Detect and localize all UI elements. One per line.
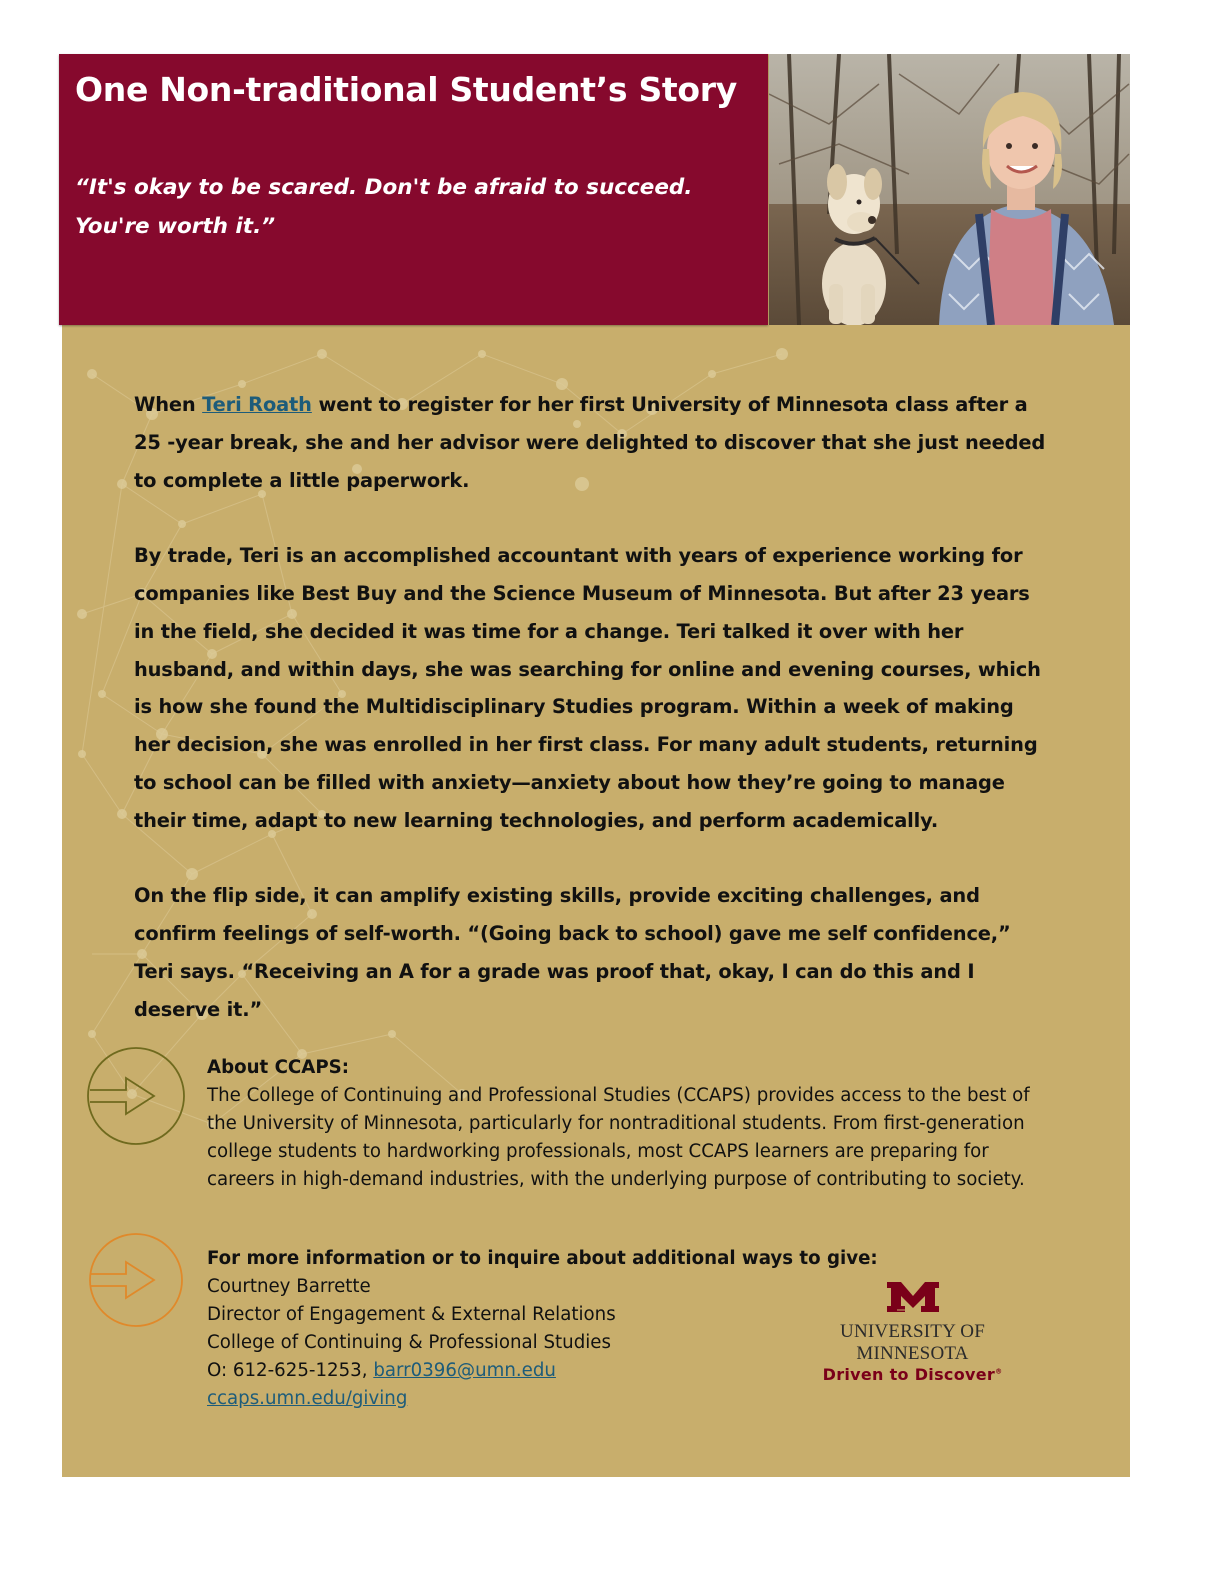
university-name: UNIVERSITY OF MINNESOTA [840,1321,985,1364]
about-ccaps [207,1054,1047,1194]
university-m-logo-icon [885,1280,941,1314]
page-title: One Non-traditional Student’s Story [75,70,737,109]
arrow-circle-icon-olive [86,1046,186,1146]
registered-mark: ® [995,1367,1003,1376]
university-tagline [790,1365,1035,1384]
story-p1-rest: went to register for her first University of Minnesota class after a 25 -year break, she and her advisor were delighted to discover that she just needed to complete a little paperwork. [134,393,1046,492]
contact-email-link[interactable]: barr0396@umn.edu [373,1360,556,1381]
contact-phone-email-line [207,1357,887,1385]
contact-org: College of Continuing & Professional Studies [207,1332,611,1353]
quote-line-2: You're worth it.” [75,214,276,239]
tagline-text: Driven to Discover [822,1365,996,1384]
arrow-circle-icon-orange [86,1230,186,1330]
story-paragraph-2: By trade, Teri is an accomplished accountant with years of experience working for companies like Best Buy and the Science Museum of Minnesota. But after 23 years in the field, she decided it was time for a change. Teri talked it over with her husband, and within days, she was searching for online and evening courses, which is how she found the Multidisciplinary Studies program. Within a week of making her decision, she was enrolled in her first class. For many adult students, returning to school can be filled with anxiety—anxiety about how they’re going to manage their time, adapt to new learning technologies, and perform academically. [134,544,1041,832]
contact-role: Director of Engagement & External Relations [207,1304,616,1325]
story-paragraph-1 [134,386,1054,499]
contact-heading: For more information or to inquire about additional ways to give: [207,1248,878,1269]
story-p1-intro: When [134,393,203,416]
about-heading: About CCAPS: [207,1057,350,1078]
story-paragraph-3: On the flip side, it can amplify existing skills, provide exciting challenges, and confirm feelings of self-worth. “(Going back to school) gave me self confidence,” Teri says. “Receiving an A for a grade was proof that, okay, I can do this and I deserve it.” [134,884,1011,1021]
contact-website-line [207,1385,887,1413]
teri-roath-link[interactable]: Teri Roath [202,393,312,416]
contact-phone: O: 612-625-1253, [207,1360,374,1381]
university-logo [790,1280,1035,1384]
about-body: The College of Continuing and Professional Studies (CCAPS) provides access to the best of the University of Minnesota, particularly for nontraditional students. From first-generation college students to hardworking professionals, most CCAPS learners are preparing for careers in high-demand industries, with the underlying purpose of contributing to society. [207,1085,1030,1190]
contact-name: Courtney Barrette [207,1276,371,1297]
story-body [134,386,1054,1066]
contact-website-link[interactable]: ccaps.umn.edu/giving [207,1388,408,1409]
contact-info [207,1245,887,1413]
quote-line-1: “It's okay to be scared. Don't be afraid to succeed. [75,175,693,200]
photo-woman-with-dog [769,54,1130,325]
header-quote [75,168,695,246]
